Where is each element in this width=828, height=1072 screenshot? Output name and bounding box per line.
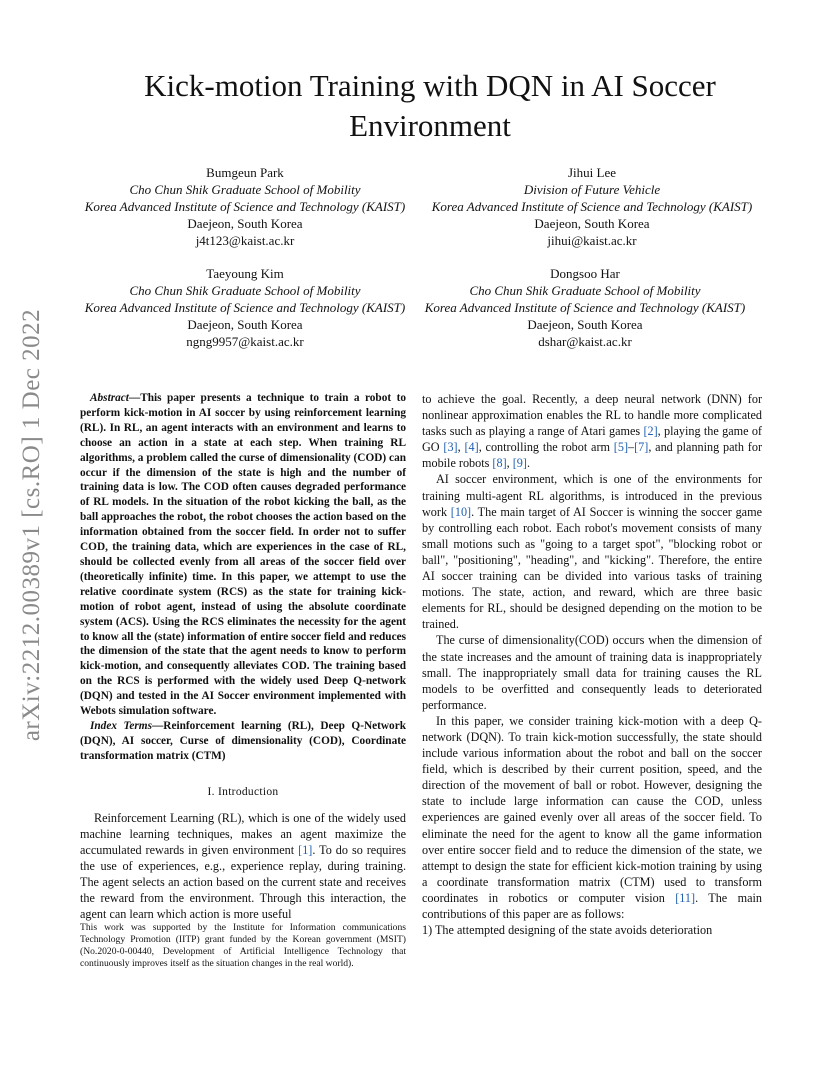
author-email: j4t123@kaist.ac.kr	[195, 233, 295, 248]
text-run: . The main contributions of this paper are as follows:	[422, 890, 762, 921]
arxiv-identifier	[12, 290, 52, 760]
citation-link[interactable]: [11]	[675, 890, 696, 905]
footnote: This work was supported by the Institute for Information communications Technology Promotion (IITP) grant funded by the Korean government (MSIT) (No.2020-0-00440, Development of Artificial Intelligence Technology that continuously improves itself as the situation changes in the real world).	[80, 922, 406, 969]
author-block-1	[60, 164, 430, 249]
citation-link[interactable]: [2]	[643, 424, 658, 439]
paper-title	[70, 66, 790, 146]
author-institution: Korea Advanced Institute of Science and Technology (KAIST)	[84, 300, 406, 315]
author-institution: Korea Advanced Institute of Science and Technology (KAIST)	[84, 199, 406, 214]
text-run: .	[526, 456, 530, 471]
text-run: , playing the game of GO	[422, 424, 762, 455]
left-column	[80, 391, 406, 922]
right-paragraph-3: The curse of dimensionality(COD) occurs when the dimension of the state increases and the amount of training data is inappropriately small. The inappropriately small data for training causes the RL models to be overfitted and consequently leads to deteriorated performance.	[422, 633, 762, 712]
citation-link[interactable]: [4]	[464, 440, 479, 455]
citation-link[interactable]: [1]	[298, 842, 313, 857]
right-column	[422, 391, 762, 938]
text-run: . To do so requires the use of experiences, e.g., experience replay, during training. The agent selects an action based on the current state and receives the reward from the environment. Through this interaction, the agent can learn which action is more useful	[80, 842, 407, 922]
citation-link[interactable]: [9]	[512, 456, 527, 471]
abstract-text: —This paper presents a technique to train a robot to perform kick-motion in AI soccer by using reinforcement learning (RL). In RL, an agent interacts with an environment and learns to choose an action in a state at each step. When training RL algorithms, a problem called the curse of dimensionality (COD) can occur if the dimension of the state is high and the number of training data is low. The COD often causes degraded performance of RL models. In the situation of the robot kicking the ball, as the ball approaches the robot, the robot chooses the action based on the information obtained from the soccer field. In order not to suffer COD, the training data, which are experiences in the case of RL, should be collected evenly from all areas of the soccer field over (theoretically infinite) time. In this paper, we attempt to use the relative coordinate system (RCS) as the state for training kick-motion of robot agent, instead of using the absolute coordinate system (ACS). Using the RCS eliminates the necessity for the agent to know all the (state) information of entire soccer field and reduces the dimension of the state that the agent needs to know to perform kick-motion, and consequently alleviates COD. The training based on the RCS is performed with the widely used Deep Q-network (DQN) and tested in the AI Soccer environment implemented with Webots simulation software.	[80, 392, 406, 718]
right-paragraph-1	[422, 391, 762, 471]
author-institution: Korea Advanced Institute of Science and Technology (KAIST)	[431, 199, 753, 214]
index-terms	[80, 719, 406, 764]
text-run: , controlling the robot arm	[478, 440, 614, 455]
text-run: Reinforcement Learning (RL), which is one of the widely used machine learning techniques, makes an agent maximize the accumulated rewards in given environment	[80, 810, 406, 857]
abstract	[80, 391, 406, 719]
author-email: jihui@kaist.ac.kr	[547, 233, 637, 248]
title-line-1: Kick-motion Training with DQN in AI Soccer	[144, 68, 716, 103]
citation-link[interactable]: [10]	[450, 504, 472, 519]
text-run: . The main target of AI Soccer is winning the soccer game by controlling each robot. Each robot's movement consists of many small motions such as "going to a target spot", "blocking robot or ball", "positioning", "heading", and "kicking". Therefore, the entire AI soccer training can be divided into various tasks of training motions. The state, action, and reward, which are three basic elements for RL, should be designed depending on the motion to be trained.	[422, 504, 762, 632]
arxiv-identifier-text: arXiv:2212.00389v1 [cs.RO] 1 Dec 2022	[18, 308, 45, 742]
citation-link[interactable]: [5]	[613, 440, 629, 455]
citation-link[interactable]: [3]	[443, 440, 458, 455]
index-terms-text: —Reinforcement learning (RL), Deep Q-Network (DQN), AI soccer, Curse of dimensionality (COD), Coordinate transformation matrix (CTM)	[80, 719, 406, 762]
author-affiliation: Division of Future Vehicle	[523, 182, 661, 197]
author-block-4	[405, 265, 765, 350]
author-city: Daejeon, South Korea	[527, 317, 643, 332]
abstract-label: Abstract	[90, 392, 129, 404]
section-heading: I. Introduction	[207, 785, 279, 798]
right-paragraph-4	[422, 713, 762, 922]
text-run: to achieve the goal. Recently, a deep neural network (DNN) for nonlinear approximation enables the RL to handle more complicated tasks such as playing a range of Atari games	[422, 392, 762, 439]
author-city: Daejeon, South Korea	[187, 216, 303, 231]
author-name: Dongsoo Har	[550, 266, 620, 281]
author-block-2	[412, 164, 772, 249]
index-terms-label: Index Terms	[90, 719, 152, 732]
author-name: Taeyoung Kim	[206, 266, 284, 281]
author-name: Jihui Lee	[567, 165, 616, 180]
text-run: In this paper, we consider training kick-motion with a deep Q-network (DQN). To train kick-motion successfully, the state should include various information about the robot and ball on the soccer field, which is described by their current position, speed, and the direction of the movement of ball or robot. However, designing the state to include large information can cause the COD, unless experiences are gained evenly over all areas of the soccer field. To eliminate the need for the agent to know all the game information over entire soccer field and to reduce the dimension of the state, we attempt to design the state for efficient kick-motion training by using a coordinate transformation matrix (CTM) used to transform coordinates in robotics or computer vision	[422, 713, 762, 905]
contribution-list-item-1: 1) The attempted designing of the state avoids deterioration	[422, 923, 713, 938]
author-affiliation: Cho Chun Shik Graduate School of Mobility	[469, 283, 701, 298]
author-affiliation: Cho Chun Shik Graduate School of Mobility	[129, 182, 361, 197]
title-line-2: Environment	[349, 108, 511, 143]
text-run: –	[628, 440, 635, 455]
citation-link[interactable]: [7]	[634, 440, 649, 455]
author-city: Daejeon, South Korea	[187, 317, 303, 332]
text-run: ,	[457, 440, 465, 455]
author-institution: Korea Advanced Institute of Science and Technology (KAIST)	[424, 300, 746, 315]
text-run: ,	[506, 456, 513, 471]
author-email: ngng9957@kaist.ac.kr	[186, 334, 304, 349]
author-name: Bumgeun Park	[206, 165, 284, 180]
text-run: AI soccer environment, which is one of the environments for training multi-agent RL algorithms, is introduced in the previous work	[422, 472, 762, 519]
intro-paragraph-1	[80, 810, 406, 923]
author-block-3	[60, 265, 430, 350]
text-run: , and planning path for mobile robots	[422, 440, 763, 471]
author-city: Daejeon, South Korea	[534, 216, 650, 231]
right-paragraph-2	[422, 471, 762, 632]
author-email: dshar@kaist.ac.kr	[538, 334, 632, 349]
author-affiliation: Cho Chun Shik Graduate School of Mobility	[129, 283, 361, 298]
citation-link[interactable]: [8]	[492, 456, 507, 471]
